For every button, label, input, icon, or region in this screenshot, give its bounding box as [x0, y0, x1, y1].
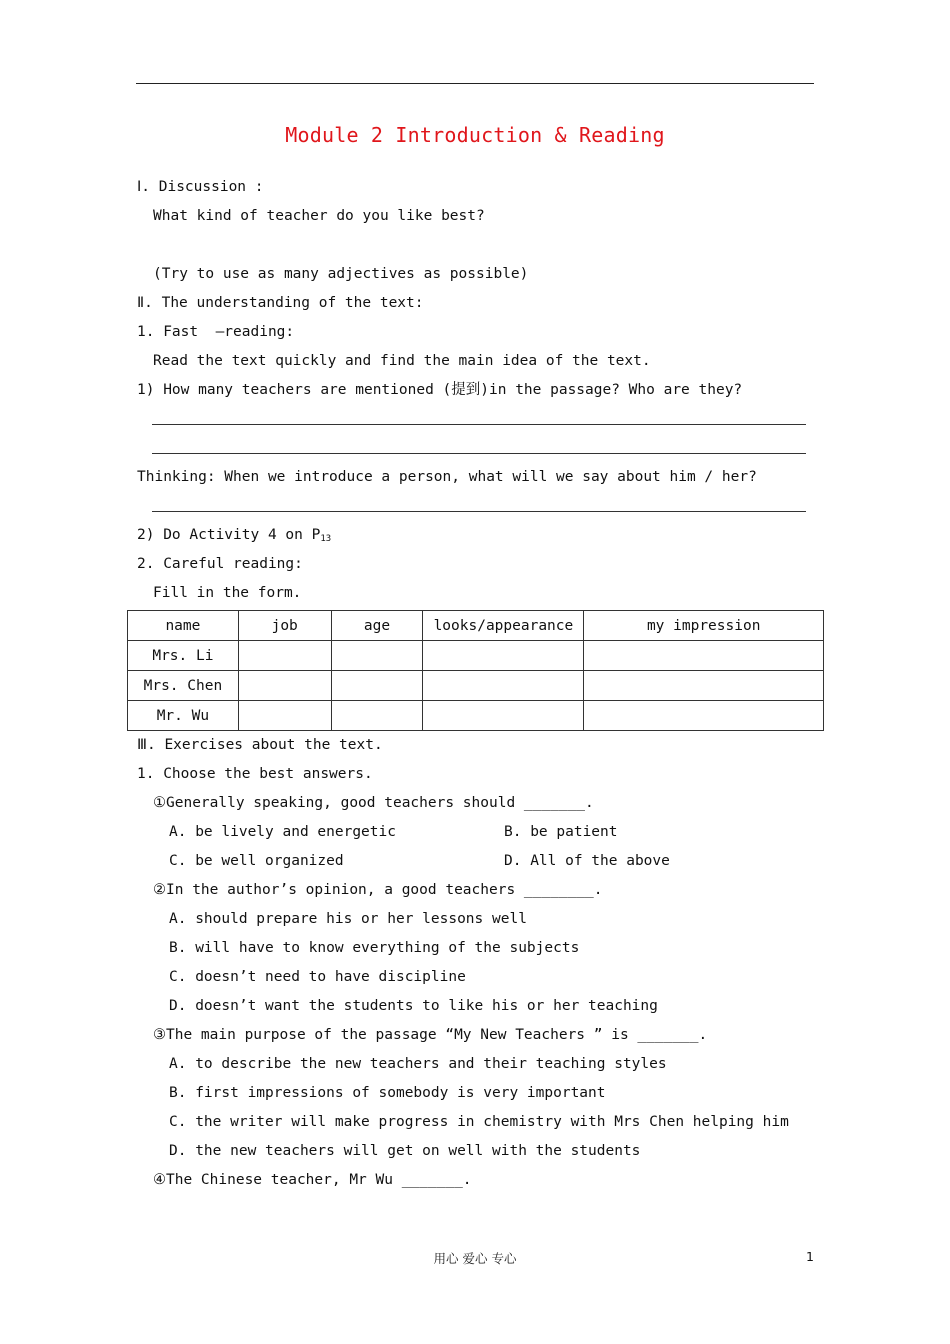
- fast-reading-instruction: Read the text quickly and find the main idea of the text.: [153, 353, 651, 369]
- footer-text: 用心 爱心 专心: [433, 1251, 517, 1266]
- cell-impression[interactable]: [584, 641, 824, 671]
- table-header-row: [128, 611, 824, 641]
- answer-line: [152, 511, 806, 512]
- cell-looks[interactable]: [423, 671, 584, 701]
- question-1-stem: ①Generally speaking, good teachers should _______.: [153, 795, 594, 811]
- fast-reading-question-2: 2) Do Activity 4 on $P_{13}$: [137, 527, 332, 544]
- discussion-question: What kind of teacher do you like best?: [153, 208, 485, 224]
- answer-line: [152, 424, 806, 425]
- header-name: name: [128, 611, 239, 641]
- question-1-option-b: B. be patient: [504, 824, 618, 840]
- question-4-stem: ④The Chinese teacher, Mr Wu _______.: [153, 1172, 472, 1188]
- cell-looks[interactable]: [423, 641, 584, 671]
- cell-job[interactable]: [238, 671, 331, 701]
- header-looks: looks/appearance: [423, 611, 584, 641]
- header-age: age: [331, 611, 423, 641]
- table-row: [128, 701, 824, 731]
- question-2-option-a: A. should prepare his or her lessons well: [169, 911, 527, 927]
- cell-age[interactable]: [331, 671, 423, 701]
- table-row: [128, 671, 824, 701]
- cell-age[interactable]: [331, 641, 423, 671]
- thinking-question: Thinking: When we introduce a person, what will we say about him / her?: [137, 469, 757, 485]
- cell-age[interactable]: [331, 701, 423, 731]
- cell-job[interactable]: [238, 641, 331, 671]
- question-1-option-d: D. All of the above: [504, 853, 670, 869]
- cell-looks[interactable]: [423, 701, 584, 731]
- question-3-option-c: C. the writer will make progress in chemistry with Mrs Chen helping him: [169, 1114, 789, 1130]
- section3-subheading: 1. Choose the best answers.: [137, 766, 373, 782]
- question-2-stem: ②In the author’s opinion, a good teachers ________.: [153, 882, 603, 898]
- fast-reading-question-1: 1) How many teachers are mentioned (提到)in the passage? Who are they?: [137, 382, 743, 398]
- question-2-option-c: C. doesn’t need to have discipline: [169, 969, 466, 985]
- question-1-option-a: A. be lively and energetic: [169, 824, 396, 840]
- header-job: job: [238, 611, 331, 641]
- question-2-option-d: D. doesn’t want the students to like his or her teaching: [169, 998, 658, 1014]
- table-row: [128, 641, 824, 671]
- header-rule: [136, 83, 814, 84]
- cell-name: Mr. Wu: [128, 701, 239, 731]
- discussion-note: (Try to use as many adjectives as possible): [153, 266, 529, 282]
- question-3-option-b: B. first impressions of somebody is very important: [169, 1085, 606, 1101]
- header-impression: my impression: [584, 611, 824, 641]
- teacher-form-table: [127, 610, 824, 731]
- answer-line: [152, 453, 806, 454]
- cell-name: Mrs. Chen: [128, 671, 239, 701]
- cell-impression[interactable]: [584, 671, 824, 701]
- question-3-option-d: D. the new teachers will get on well with the students: [169, 1143, 641, 1159]
- section1-heading: Ⅰ. Discussion :: [137, 179, 264, 195]
- careful-reading-heading: 2. Careful reading:: [137, 556, 303, 572]
- fast-reading-heading: 1. Fast –reading:: [137, 324, 295, 340]
- question-3-stem: ③The main purpose of the passage “My New Teachers ” is _______.: [153, 1027, 708, 1043]
- question-1-option-c: C. be well organized: [169, 853, 344, 869]
- section2-heading: Ⅱ. The understanding of the text:: [137, 295, 424, 311]
- careful-reading-instruction: Fill in the form.: [153, 585, 302, 601]
- question-2-option-b: B. will have to know everything of the subjects: [169, 940, 580, 956]
- cell-impression[interactable]: [584, 701, 824, 731]
- cell-job[interactable]: [238, 701, 331, 731]
- cell-name: Mrs. Li: [128, 641, 239, 671]
- question-3-option-a: A. to describe the new teachers and their teaching styles: [169, 1056, 667, 1072]
- page-title: Module 2 Introduction & Reading: [285, 123, 665, 147]
- page-number: 1: [806, 1249, 814, 1264]
- section3-heading: Ⅲ. Exercises about the text.: [137, 737, 383, 753]
